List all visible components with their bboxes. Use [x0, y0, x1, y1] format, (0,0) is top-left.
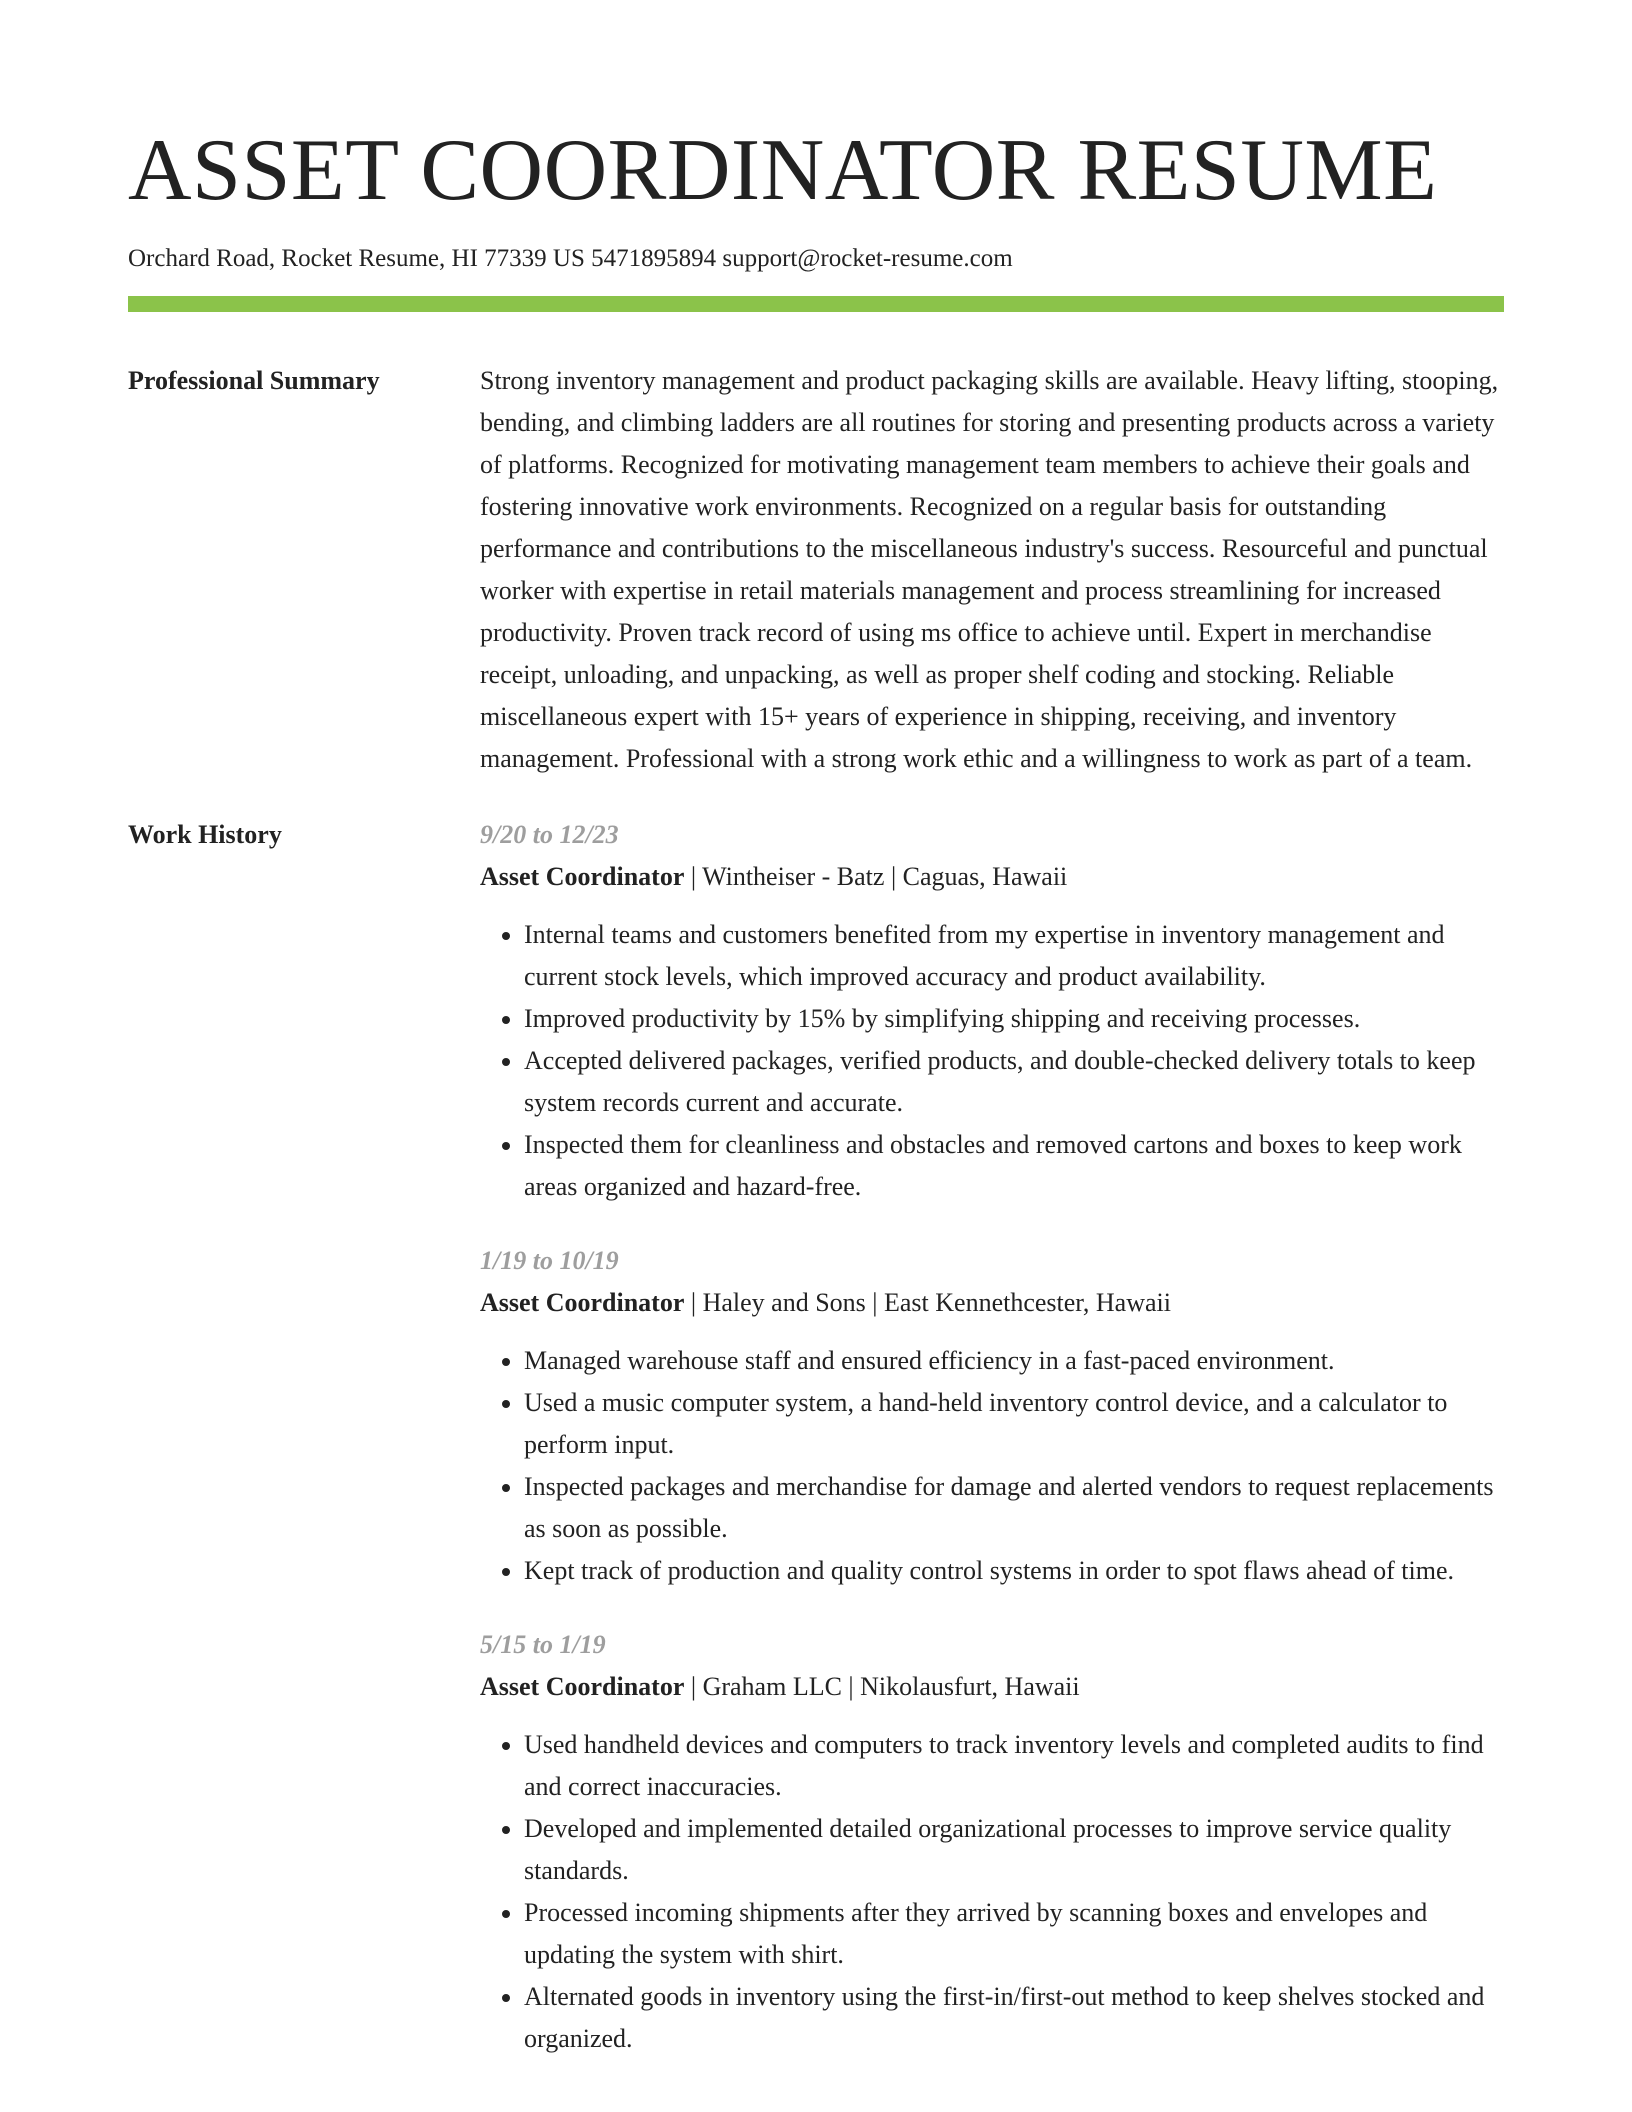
job-entry: [480, 1240, 1504, 1592]
job-header: [480, 856, 1504, 898]
job-company-location: | Wintheiser - Batz | Caguas, Hawaii: [684, 862, 1068, 891]
job-bullet: • Used a music computer system, a hand-held inventory control device, and a calculator to perform input.: [524, 1382, 1504, 1466]
job-header: [480, 1666, 1504, 1708]
contact-email: support@rocket-resume.com: [722, 245, 1013, 272]
job-bullet-list: [480, 1340, 1504, 1592]
job-bullet: • Managed warehouse staff and ensured efficiency in a fast-paced environment.: [524, 1340, 1504, 1382]
header-divider: [128, 296, 1504, 312]
job-dates: 9/20 to 12/23: [480, 820, 619, 849]
section-label-work-history: Work History: [128, 820, 282, 849]
job-header: [480, 1282, 1504, 1324]
job-bullet: • Inspected packages and merchandise for damage and alerted vendors to request replacements as soon as possible.: [524, 1466, 1504, 1550]
job-dates: 5/15 to 1/19: [480, 1630, 606, 1659]
resume-title: ASSET COORDINATOR RESUME: [128, 122, 1438, 219]
job-bullet: • Accepted delivered packages, verified products, and double-checked delivery totals to keep system records current and accurate.: [524, 1040, 1504, 1124]
job-bullet-list: [480, 914, 1504, 1208]
job-title: Asset Coordinator: [480, 1672, 685, 1701]
contact-address: Orchard Road, Rocket Resume, HI 77339 US: [128, 245, 585, 272]
job-dates: 1/19 to 10/19: [480, 1246, 619, 1275]
job-bullet: • Inspected them for cleanliness and obstacles and removed cartons and boxes to keep work areas organized and hazard-free.: [524, 1124, 1504, 1208]
work-history-body: [480, 814, 1504, 2092]
job-title: Asset Coordinator: [480, 1288, 685, 1317]
professional-summary-body: [480, 360, 1504, 780]
job-title: Asset Coordinator: [480, 862, 685, 891]
job-bullet: • Kept track of production and quality control systems in order to spot flaws ahead of time.: [524, 1550, 1504, 1592]
contact-line: [128, 242, 1504, 276]
job-entry: [480, 814, 1504, 1208]
professional-summary-section: [128, 360, 1504, 780]
job-bullet: • Processed incoming shipments after they arrived by scanning boxes and envelopes and updating the system with shirt.: [524, 1892, 1504, 1976]
job-bullet: • Alternated goods in inventory using the first-in/first-out method to keep shelves stocked and organized.: [524, 1976, 1504, 2060]
job-company-location: | Haley and Sons | East Kennethcester, Hawaii: [684, 1288, 1171, 1317]
professional-summary-text: Strong inventory management and product packaging skills are available. Heavy lifting, stooping, bending, and climbing ladders are all routines for storing and presenting products across a variety of platforms. Recognized for motivating management team members to achieve their goals and fostering innovative work environments. Recognized on a regular basis for outstanding performance and contributions to the miscellaneous industry's success. Resourceful and punctual worker with expertise in retail materials management and process streamlining for increased productivity. Proven track record of using ms office to achieve until. Expert in merchandise receipt, unloading, and unpacking, as well as proper shelf coding and stocking. Reliable miscellaneous expert with 15+ years of experience in shipping, receiving, and inventory management. Professional with a strong work ethic and a willingness to work as part of a team.: [480, 366, 1499, 773]
work-history-section: [128, 814, 1504, 2092]
contact-phone: 5471895894: [591, 245, 717, 272]
job-bullet: • Developed and implemented detailed organizational processes to improve service quality standards.: [524, 1808, 1504, 1892]
resume-page: [128, 0, 1504, 2092]
job-bullet: • Internal teams and customers benefited from my expertise in inventory management and current stock levels, which improved accuracy and product availability.: [524, 914, 1504, 998]
section-label-professional-summary: Professional Summary: [128, 366, 380, 395]
job-bullet: • Used handheld devices and computers to track inventory levels and completed audits to find and correct inaccuracies.: [524, 1724, 1504, 1808]
job-company-location: | Graham LLC | Nikolausfurt, Hawaii: [684, 1672, 1080, 1701]
job-entry: [480, 1624, 1504, 2060]
job-bullet-list: [480, 1724, 1504, 2060]
job-bullet: • Improved productivity by 15% by simplifying shipping and receiving processes.: [524, 998, 1504, 1040]
